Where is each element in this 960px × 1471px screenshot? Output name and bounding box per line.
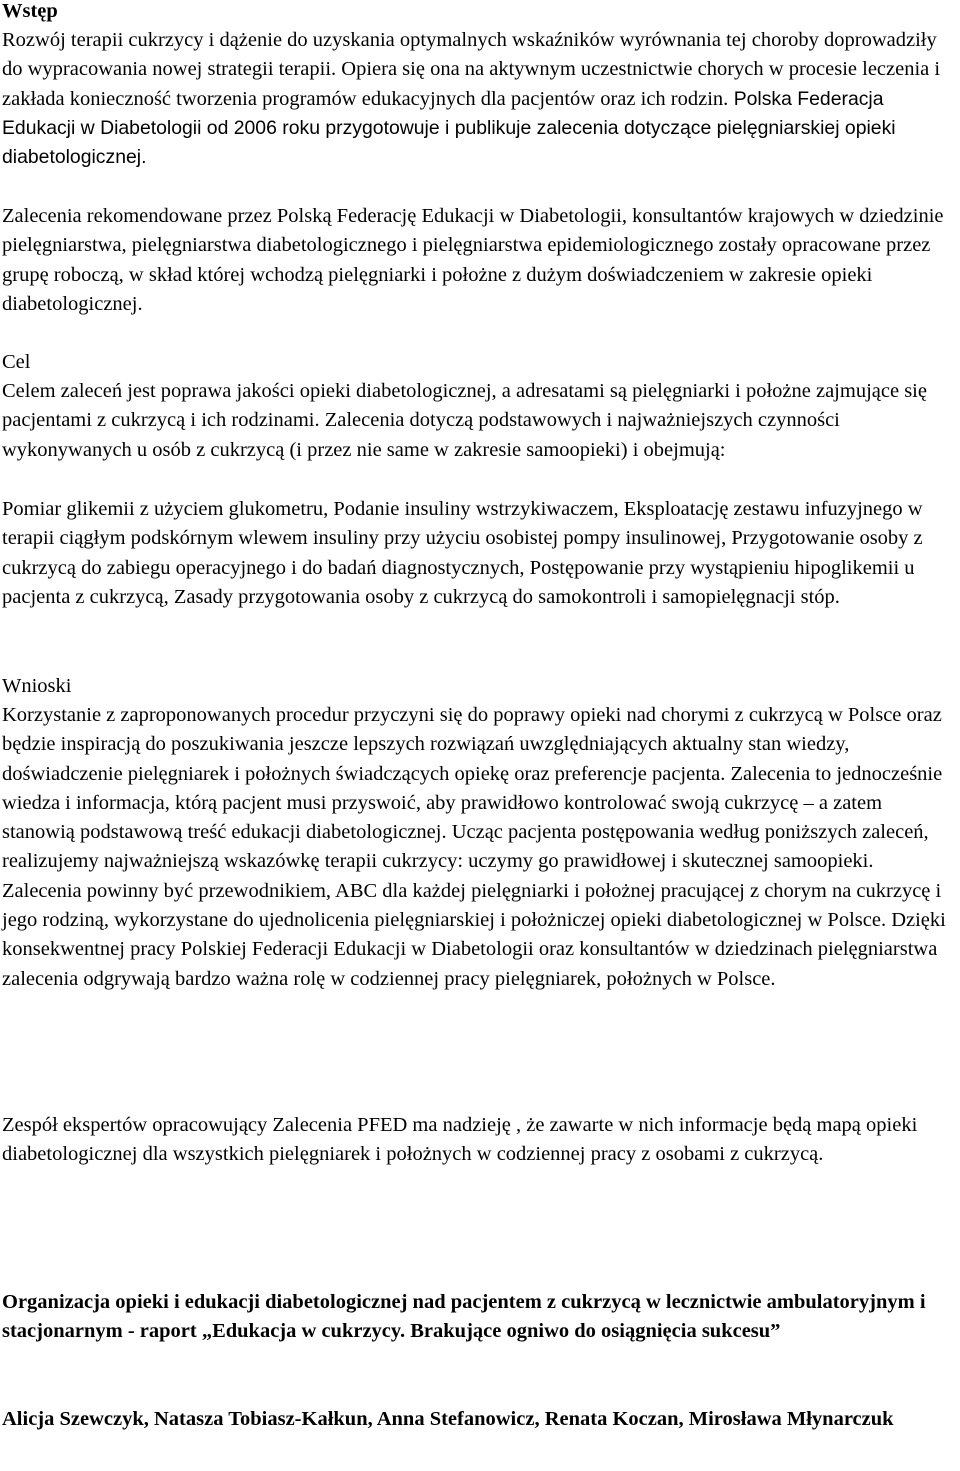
next-article-title: Organizacja opieki i edukacji diabetologicznej nad pacjentem z cukrzycą w lecznictwie ambulatoryjnym i stacjonarnym - raport „Edukacja w cukrzycy. Brakujące ogniwo do osiągnięcia sukcesu” (2, 1291, 926, 1343)
cel-paragraph-2: Pomiar glikemii z użyciem glukometru, Podanie insuliny wstrzykiwaczem, Eksploatację zestawu infuzyjnego w terapii ciągłym podskórnym wlewem insuliny przy użyciu osobistej pompy insulinowej, Przygotowanie osoby z cukrzycą do zabiegu operacyjnego i do badań diagnostycznych, Postępowanie przy wystąpieniu hipoglikemii u pacjenta z cukrzycą, Zasady przygotowania osoby z cukrzycą do samokontroli i samopielęgnacji stóp. (2, 498, 923, 608)
wnioski-paragraph-1: Korzystanie z zaproponowanych procedur przyczyni się do poprawy opieki nad chorymi z cukrzycą w Polsce oraz będzie inspiracją do poszukiwania jeszcze lepszych rozwiązań uwzględniających aktualny stan wiedzy, doświadczenie pielęgniarek i położnych świadczących opiekę oraz preferencje pacjenta. Zalecenia to jednocześnie wiedza i informacja, którą pacjent musi przyswoić, aby prawidłowo kontrolować swoją cukrzycę – a zatem stanowią podstawową treść edukacji diabetologicznej. Ucząc pacjenta postępowania według poniższych zaleceń, realizujemy najważniejszą wskazówkę terapii cukrzycy: uczymy go prawidłowej i skutecznej samoopieki. Zalecenia powinny być przewodnikiem, ABC dla każdej pielęgniarki i położnej pracującej z chorym na cukrzycę i jego rodziną, wykorzystane do ujednolicenia pielęgniarskiej i położniczej opieki diabetologicznej w Polsce. Dzięki konsekwentnej pracy Polskiej Federacji Edukacji w Diabetologii oraz konsultantów w dziedzinach pielęgniarstwa zalecenia odgrywają bardzo ważna rolę w codziennej pracy pielęgniarek, położnych w Polsce. (2, 704, 946, 990)
cel-paragraph-1: Celem zaleceń jest poprawa jakości opieki diabetologicznej, a adresatami są pielęgniarki i położne zajmujące się pacjentami z cukrzycą i ich rodzinami. Zalecenia dotyczą podstawowych i najważniejszych czynności wykonywanych u osób z cukrzycą (i przez nie same w zakresie samoopieki) i obejmują: (2, 380, 927, 461)
wstep-paragraph-1 (2, 26, 956, 172)
section-heading-wstep: Wstęp (2, 0, 58, 22)
wstep-paragraph-1-serif-text: Rozwój terapii cukrzycy i dążenie do uzyskania optymalnych wskaźników wyrównania tej choroby doprowadziły do wypracowania nowej strategii terapii. Opiera się ona na aktywnym uczestnictwie chorych w procesie leczenia i zakłada konieczność tworzenia programów edukacyjnych dla pacjentów oraz ich rodzin. (2, 29, 941, 110)
section-heading-cel: Cel (2, 351, 31, 373)
section-heading-wnioski: Wnioski (2, 675, 72, 697)
wnioski-paragraph-2: Zespół ekspertów opracowujący Zalecenia PFED ma nadzieję , że zawarte w nich informacje będą mapą opieki diabetologicznej dla wszystkich pielęgniarek i położnych w codziennej pracy z osobami z cukrzycą. (2, 1114, 918, 1166)
wstep-paragraph-1-sans-text: Polska Federacja Edukacji w Diabetologii od 2006 roku przygotowuje i publikuje zalecenia dotyczące pielęgniarskiej opieki diabetologicznej. (2, 87, 896, 169)
next-article-authors: Alicja Szewczyk, Natasza Tobiasz-Kałkun, Anna Stefanowicz, Renata Koczan, Mirosława Młynarczuk (2, 1408, 894, 1430)
wstep-paragraph-2: Zalecenia rekomendowane przez Polską Federację Edukacji w Diabetologii, konsultantów krajowych w dziedzinie pielęgniarstwa, pielęgniarstwa diabetologicznego i pielęgniarstwa epidemiologicznego zostały opracowane przez grupę roboczą, w skład której wchodzą pielęgniarki i położne z dużym doświadczeniem w zakresie opieki diabetologicznej. (2, 205, 944, 315)
